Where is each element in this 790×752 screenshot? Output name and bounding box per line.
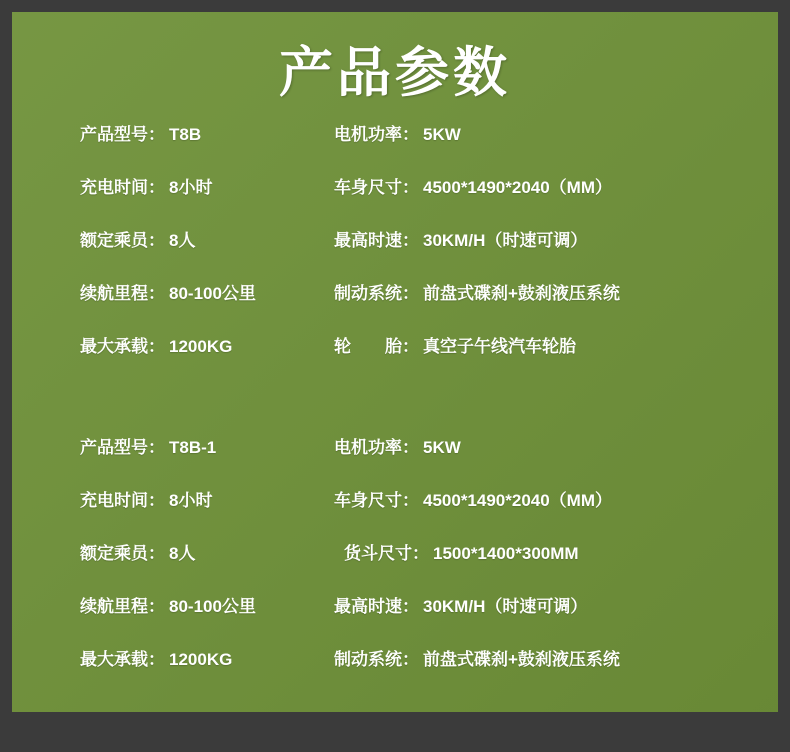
spec-value: 1200KG: [169, 337, 233, 356]
spec-value: 80-100公里: [169, 597, 256, 616]
spec-value: T8B-1: [169, 438, 217, 457]
spec-row: [12, 179, 778, 232]
spec-label: 轮 胎：: [334, 337, 419, 356]
spec-label: 货斗尺寸：: [344, 544, 429, 563]
spec-cell-right: [322, 492, 778, 511]
spec-cell-left: [12, 232, 322, 251]
spec-label: 充电时间：: [80, 178, 165, 197]
spec-label: 电机功率：: [334, 438, 419, 457]
spec-cell-right: [322, 598, 778, 617]
spec-cell-right: [322, 545, 778, 564]
spec-label: 制动系统：: [334, 284, 419, 303]
spec-value: 前盘式碟刹+鼓刹液压系统: [423, 650, 620, 669]
spec-value: 5KW: [423, 438, 461, 457]
spec-item: [80, 598, 322, 617]
spec-value: 4500*1490*2040（MM）: [423, 178, 613, 197]
spec-cell-left: [12, 598, 322, 617]
spec-label: 充电时间：: [80, 491, 165, 510]
spec-item: [334, 232, 778, 251]
spec-item: [334, 126, 778, 145]
spec-label: 产品型号：: [80, 438, 165, 457]
spec-cell-left: [12, 651, 322, 670]
spec-item: [334, 338, 778, 357]
spec-cell-left: [12, 492, 322, 511]
spec-value: 1200KG: [169, 650, 233, 669]
spec-label: 最高时速：: [334, 231, 419, 250]
spec-item: [80, 338, 322, 357]
spec-label: 额定乘员：: [80, 231, 165, 250]
spec-item: [80, 545, 322, 564]
spec-value: 8小时: [169, 491, 213, 510]
spec-row: [12, 232, 778, 285]
spec-cell-left: [12, 126, 322, 145]
spec-item: [80, 126, 322, 145]
spec-label: 最大承载：: [80, 337, 165, 356]
spec-label: 电机功率：: [334, 125, 419, 144]
spec-label: 制动系统：: [334, 650, 419, 669]
spec-row: [12, 338, 778, 391]
spec-item: [80, 492, 322, 511]
spec-value: 8人: [169, 544, 196, 563]
spec-item: [334, 179, 778, 198]
spec-item: [334, 651, 778, 670]
spec-label: 额定乘员：: [80, 544, 165, 563]
spec-value: 8小时: [169, 178, 213, 197]
spec-item: [334, 492, 778, 511]
spec-label: 最高时速：: [334, 597, 419, 616]
spec-item: [80, 232, 322, 251]
spec-cell-right: [322, 179, 778, 198]
spec-block-2: [12, 439, 778, 704]
spec-label: 车身尺寸：: [334, 178, 419, 197]
spec-row: [12, 651, 778, 704]
spec-row: [12, 439, 778, 492]
spec-cell-right: [322, 232, 778, 251]
spec-block-1: [12, 126, 778, 391]
spec-panel: [12, 12, 778, 712]
spec-item: [80, 285, 322, 304]
spec-value: 4500*1490*2040（MM）: [423, 491, 613, 510]
spec-cell-left: [12, 338, 322, 357]
spec-cell-right: [322, 126, 778, 145]
spec-value: 前盘式碟刹+鼓刹液压系统: [423, 284, 620, 303]
spec-value: 8人: [169, 231, 196, 250]
spec-value: 30KM/H（时速可调）: [423, 597, 588, 616]
spec-row: [12, 545, 778, 598]
spec-value: T8B: [169, 125, 202, 144]
spec-label: 产品型号：: [80, 125, 165, 144]
spec-item: [334, 439, 778, 458]
spec-cell-left: [12, 285, 322, 304]
spec-label: 续航里程：: [80, 284, 165, 303]
spec-item: [334, 598, 778, 617]
spec-cell-right: [322, 439, 778, 458]
spec-row: [12, 285, 778, 338]
page-title: 产品参数: [279, 43, 511, 103]
spec-cell-left: [12, 439, 322, 458]
spec-label: 续航里程：: [80, 597, 165, 616]
spec-item: [80, 439, 322, 458]
spec-item: [334, 285, 778, 304]
spec-item: [344, 545, 778, 564]
spec-label: 最大承载：: [80, 650, 165, 669]
spec-item: [80, 651, 322, 670]
spec-cell-left: [12, 545, 322, 564]
spec-row: [12, 492, 778, 545]
spec-cell-right: [322, 651, 778, 670]
spec-value: 80-100公里: [169, 284, 256, 303]
spec-cell-right: [322, 338, 778, 357]
spec-row: [12, 126, 778, 179]
spec-value: 5KW: [423, 125, 461, 144]
spec-cell-left: [12, 179, 322, 198]
spec-value: 真空子午线汽车轮胎: [423, 337, 576, 356]
spec-row: [12, 598, 778, 651]
spec-label: 车身尺寸：: [334, 491, 419, 510]
spec-cell-right: [322, 285, 778, 304]
spec-value: 1500*1400*300MM: [433, 544, 579, 563]
spec-value: 30KM/H（时速可调）: [423, 231, 588, 250]
spec-item: [80, 179, 322, 198]
